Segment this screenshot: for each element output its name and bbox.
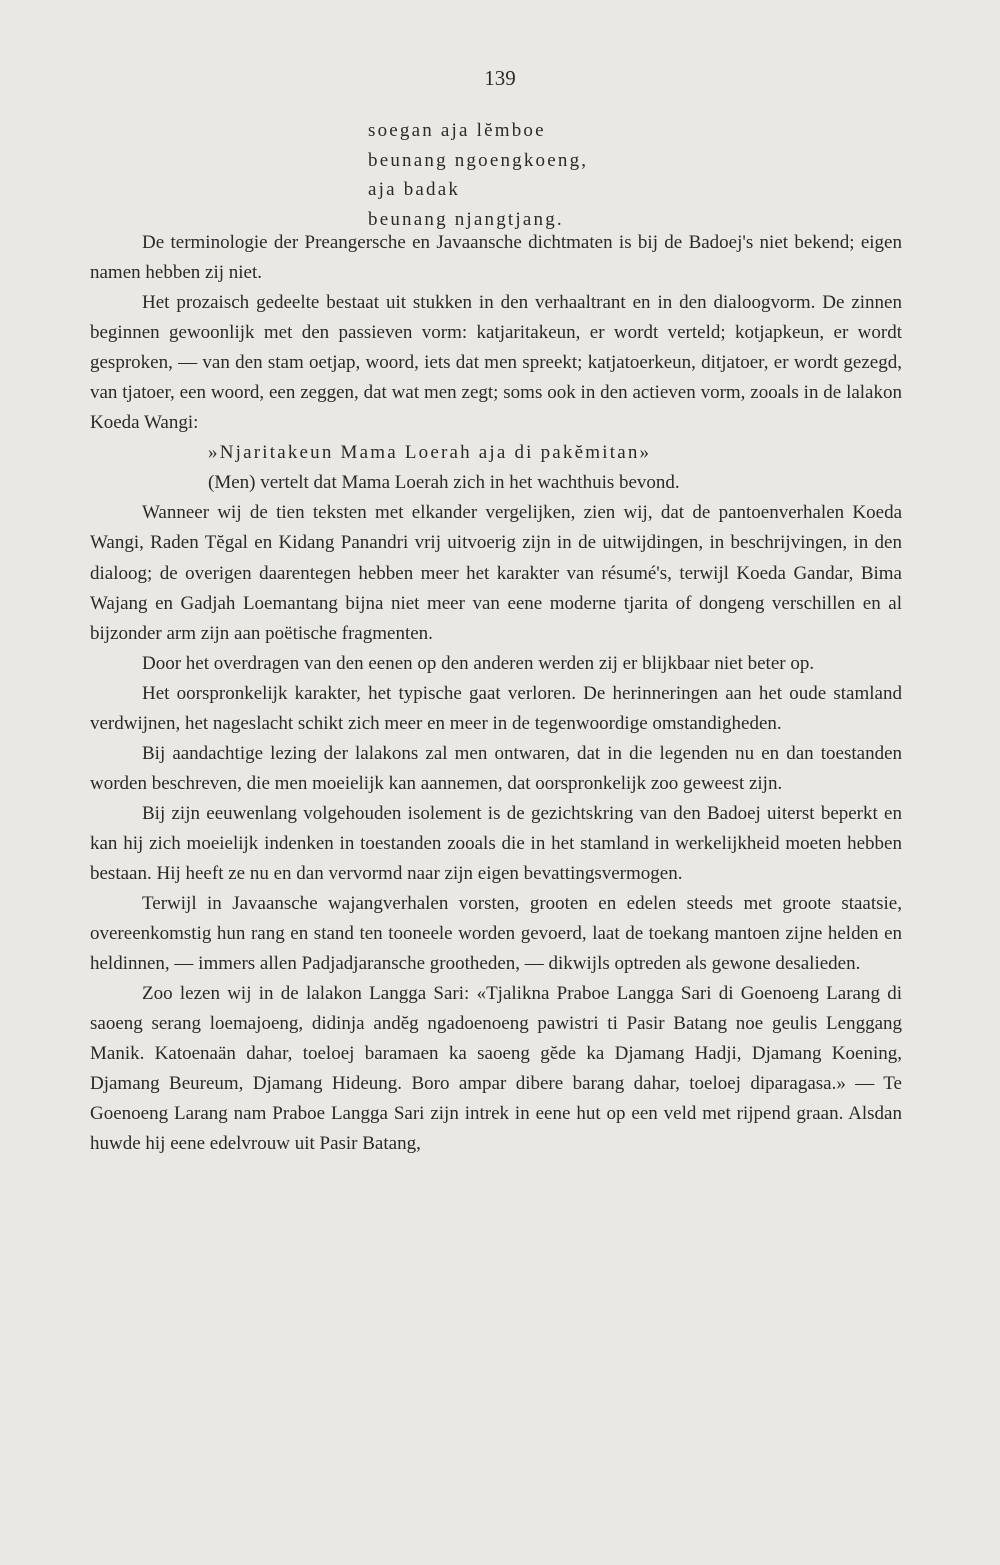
poem-line: beunang ngoengkoeng,	[368, 149, 589, 171]
paragraph: Het oorspronkelijk karakter, het typische gaat verloren. De herinneringen aan het oude stamland verdwijnen, het nageslacht schikt zich meer en meer in de tegenwoordige omstandigheden.	[90, 682, 902, 734]
paragraph: Bij aandachtige lezing der lalakons zal men ontwaren, dat in die legenden nu en dan toestanden worden beschreven, die men moeielijk kan aannemen, dat oorspronkelijk zoo geweest zijn.	[90, 742, 902, 794]
quote-translation: (Men) vertelt dat Mama Loerah zich in het wachthuis bevond.	[208, 472, 680, 494]
poem-line: aja badak	[368, 179, 461, 200]
poem-line: beunang njangtjang.	[368, 208, 564, 230]
paragraph: Terwijl in Javaansche wajangverhalen vorsten, grooten en edelen steeds met groote staatsie, overeenkomstig hun rang en stand ten tooneele worden gevoerd, laat de toekang mantoen zijne helden en heldinnen, — immers allen Padjadjaransche grootheden, — dikwijls optreden als gewone desalieden.	[90, 893, 902, 975]
poem-block	[368, 116, 588, 234]
quote-line: »Njaritakeun Mama Loerah aja di pakĕmitan»	[208, 442, 652, 464]
paragraph: Door het overdragen van den eenen op den anderen werden zij er blijkbaar niet beter op.	[142, 652, 815, 674]
poem-line: soegan aja lĕmboe	[368, 120, 546, 141]
page-number: 139	[484, 66, 516, 90]
body-text	[90, 228, 902, 1159]
paragraph: Bij zijn eeuwenlang volgehouden isolement is de gezichtskring van den Badoej uiterst beperkt en kan hij zich moeielijk indenken in toestanden zooals die in het stamland in werkelijkheid moeten hebben bestaan. Hij heeft ze nu en dan vervormd naar zijn eigen bevattingsvermogen.	[90, 802, 902, 884]
paragraph: Zoo lezen wij in de lalakon Langga Sari: «Tjalikna Praboe Langga Sari di Goenoeng Larang di saoeng serang loemajoeng, didinja andĕg ngadoenoeng pawistri ti Pasir Batang noe geulis Lenggang Manik. Katoenaän dahar, toeloej baramaen ka saoeng gĕde ka Djamang Hadji, Djamang Koening, Djamang Beureum, Djamang Hideung. Boro ampar dibere barang dahar, toeloej diparagasa.» — Te Goenoeng Larang nam Praboe Langga Sari zijn intrek in eene hut op een veld met rijpend graan. Alsdan huwde hij eene edelvrouw uit Pasir Batang,	[90, 983, 902, 1155]
paragraph: Het prozaisch gedeelte bestaat uit stukken in den verhaaltrant en in den dialoogvorm. De zinnen beginnen gewoonlijk met den passieven vorm: katjaritakeun, er wordt verteld; kotjapkeun, er wordt gesproken, — van den stam oetjap, woord, iets dat men spreekt; katjatoerkeun, ditjatoer, er wordt gezegd, van tjatoer, een woord, een zeggen, dat wat men zegt; soms ook in den actieven vorm, zooals in de lalakon Koeda Wangi:	[90, 292, 902, 434]
paragraph: De terminologie der Preangersche en Javaansche dichtmaten is bij de Badoej's niet bekend; eigen namen hebben zij niet.	[90, 232, 902, 284]
paragraph: Wanneer wij de tien teksten met elkander vergelijken, zien wij, dat de pantoenverhalen Koeda Wangi, Raden Tĕgal en Kidang Panandri vrij uitvoerig zijn in de uitwijdingen, in beschrijvingen, in den dialoog; de overigen daarentegen hebben meer het karakter van résumé's, terwijl Koeda Gandar, Bima Wajang en Gadjah Loemantang bijna niet meer van eene moderne tjarita of dongeng verschillen en al bijzonder arm zijn aan poëtische fragmenten.	[90, 502, 902, 644]
